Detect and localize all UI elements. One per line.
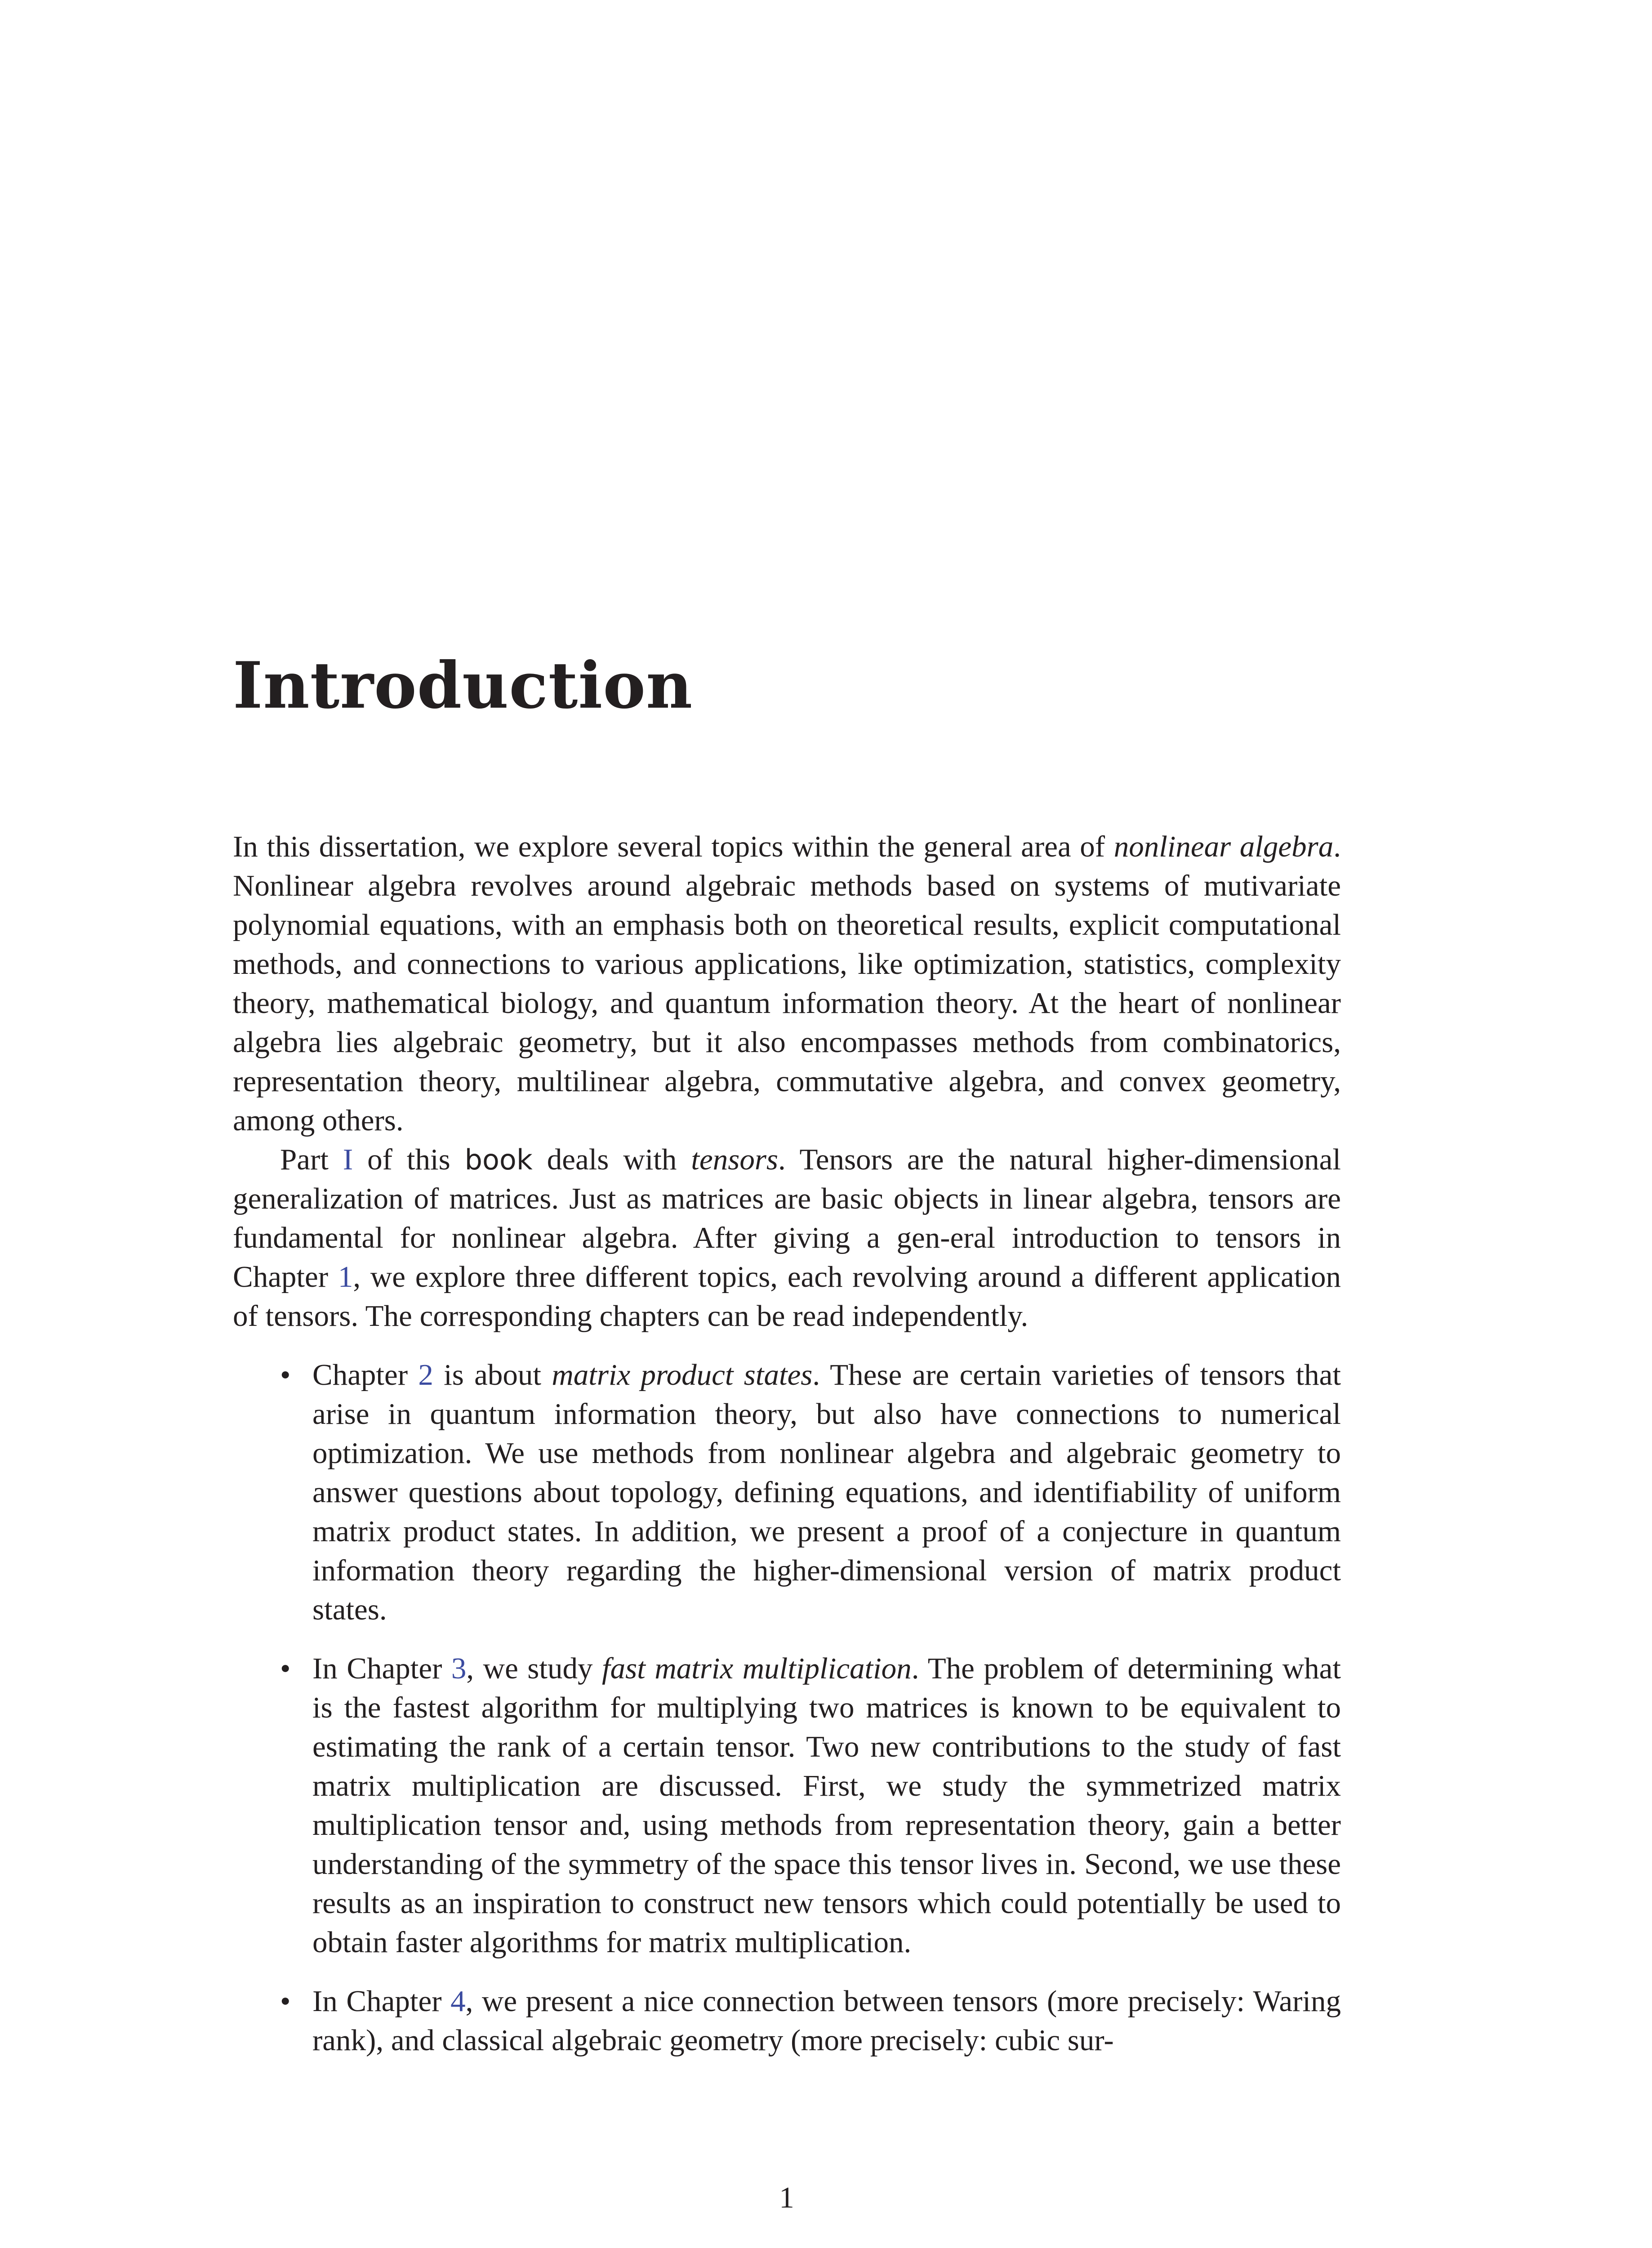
bullet-icon: •	[280, 1358, 291, 1392]
text-run: In this dissertation, we explore several topics within the general area of	[233, 830, 1114, 863]
text-run: of this	[353, 1143, 465, 1176]
text-run: deals with	[532, 1143, 691, 1176]
text-run: In Chapter	[312, 1985, 451, 2018]
text-run: , we study	[466, 1652, 602, 1685]
chapter-4-reference-link[interactable]: 4	[450, 1985, 466, 2018]
word-book: book	[464, 1143, 533, 1176]
text-run: . Nonlinear algebra revolves around algebraic methods based on systems of mutivariate polynomial equations, with an emphasis both on theoretical results, explicit computational methods, and connections to various applications, like optimization, statistics, complexity theory, mathematical biology, and quantum information theory. At the heart of nonlinear algebra lies algebraic geometry, but it also encompasses methods from combinatorics, representation theory, multilinear algebra, commutative algebra, and convex geometry, among others.	[233, 830, 1341, 1137]
part-paragraph	[233, 1140, 1341, 1336]
emphasis-tensors: tensors	[691, 1143, 778, 1176]
emphasis-fast-matrix-multiplication: fast matrix multiplication	[602, 1652, 912, 1685]
list-item	[233, 1356, 1341, 1629]
part-reference-link[interactable]: I	[343, 1143, 353, 1176]
text-run: . The problem of determining what is the fastest algorithm for multiplying two matrices is known to be equivalent to estimating the rank of a certain tensor. Two new contributions to the study of fast matrix multiplication are discussed. First, we study the symmetrized matrix multiplication tensor and, using methods from representation theory, gain a better understanding of the symmetry of the space this tensor lives in. Second, we use these results as an inspiration to construct new tensors which could potentially be used to obtain faster algorithms for matrix multiplication.	[312, 1652, 1341, 1959]
text-run: , we present a nice connection between tensors (more precisely: Waring rank), and classical algebraic geometry (more precisely: cubic sur-	[312, 1985, 1341, 2057]
bullet-icon: •	[280, 1652, 291, 1685]
chapter-list	[233, 1356, 1341, 2060]
chapter-1-reference-link[interactable]: 1	[338, 1260, 353, 1293]
text-run: In Chapter	[312, 1652, 451, 1685]
chapter-2-reference-link[interactable]: 2	[418, 1358, 433, 1392]
text-run: , we explore three different topics, each revolving around a different application of tensors. The corresponding chapters can be read independently.	[233, 1260, 1341, 1333]
emphasis-matrix-product-states: matrix product states	[552, 1358, 813, 1392]
chapter-3-reference-link[interactable]: 3	[451, 1652, 467, 1685]
text-run: Part	[280, 1143, 343, 1176]
list-item	[233, 1982, 1341, 2060]
intro-paragraph	[233, 827, 1341, 1140]
text-run: Chapter	[312, 1358, 419, 1392]
text-run: is about	[433, 1358, 552, 1392]
list-item	[233, 1649, 1341, 1962]
emphasis-nonlinear-algebra: nonlinear algebra	[1113, 830, 1334, 863]
text-run: . These are certain varieties of tensors that arise in quantum information theory, but also have connections to numerical optimization. We use methods from nonlinear algebra and algebraic geometry to answer questions about topology, defining equations, and identifiability of uniform matrix product states. In addition, we present a proof of a conjecture in quantum information theory regarding the higher-dimensional version of matrix product states.	[312, 1358, 1341, 1626]
page-title: Introduction	[233, 648, 693, 723]
page-number: 1	[779, 2181, 794, 2214]
body-text	[233, 827, 1341, 2080]
text-run: . Tensors are the natural higher-dimensional generalization of matrices. Just as matrices are basic objects in linear algebra, tensors are fundamental for nonlinear algebra. After giving a gen-eral introduction to tensors in Chapter	[233, 1143, 1341, 1293]
bullet-icon: •	[280, 1985, 291, 2018]
